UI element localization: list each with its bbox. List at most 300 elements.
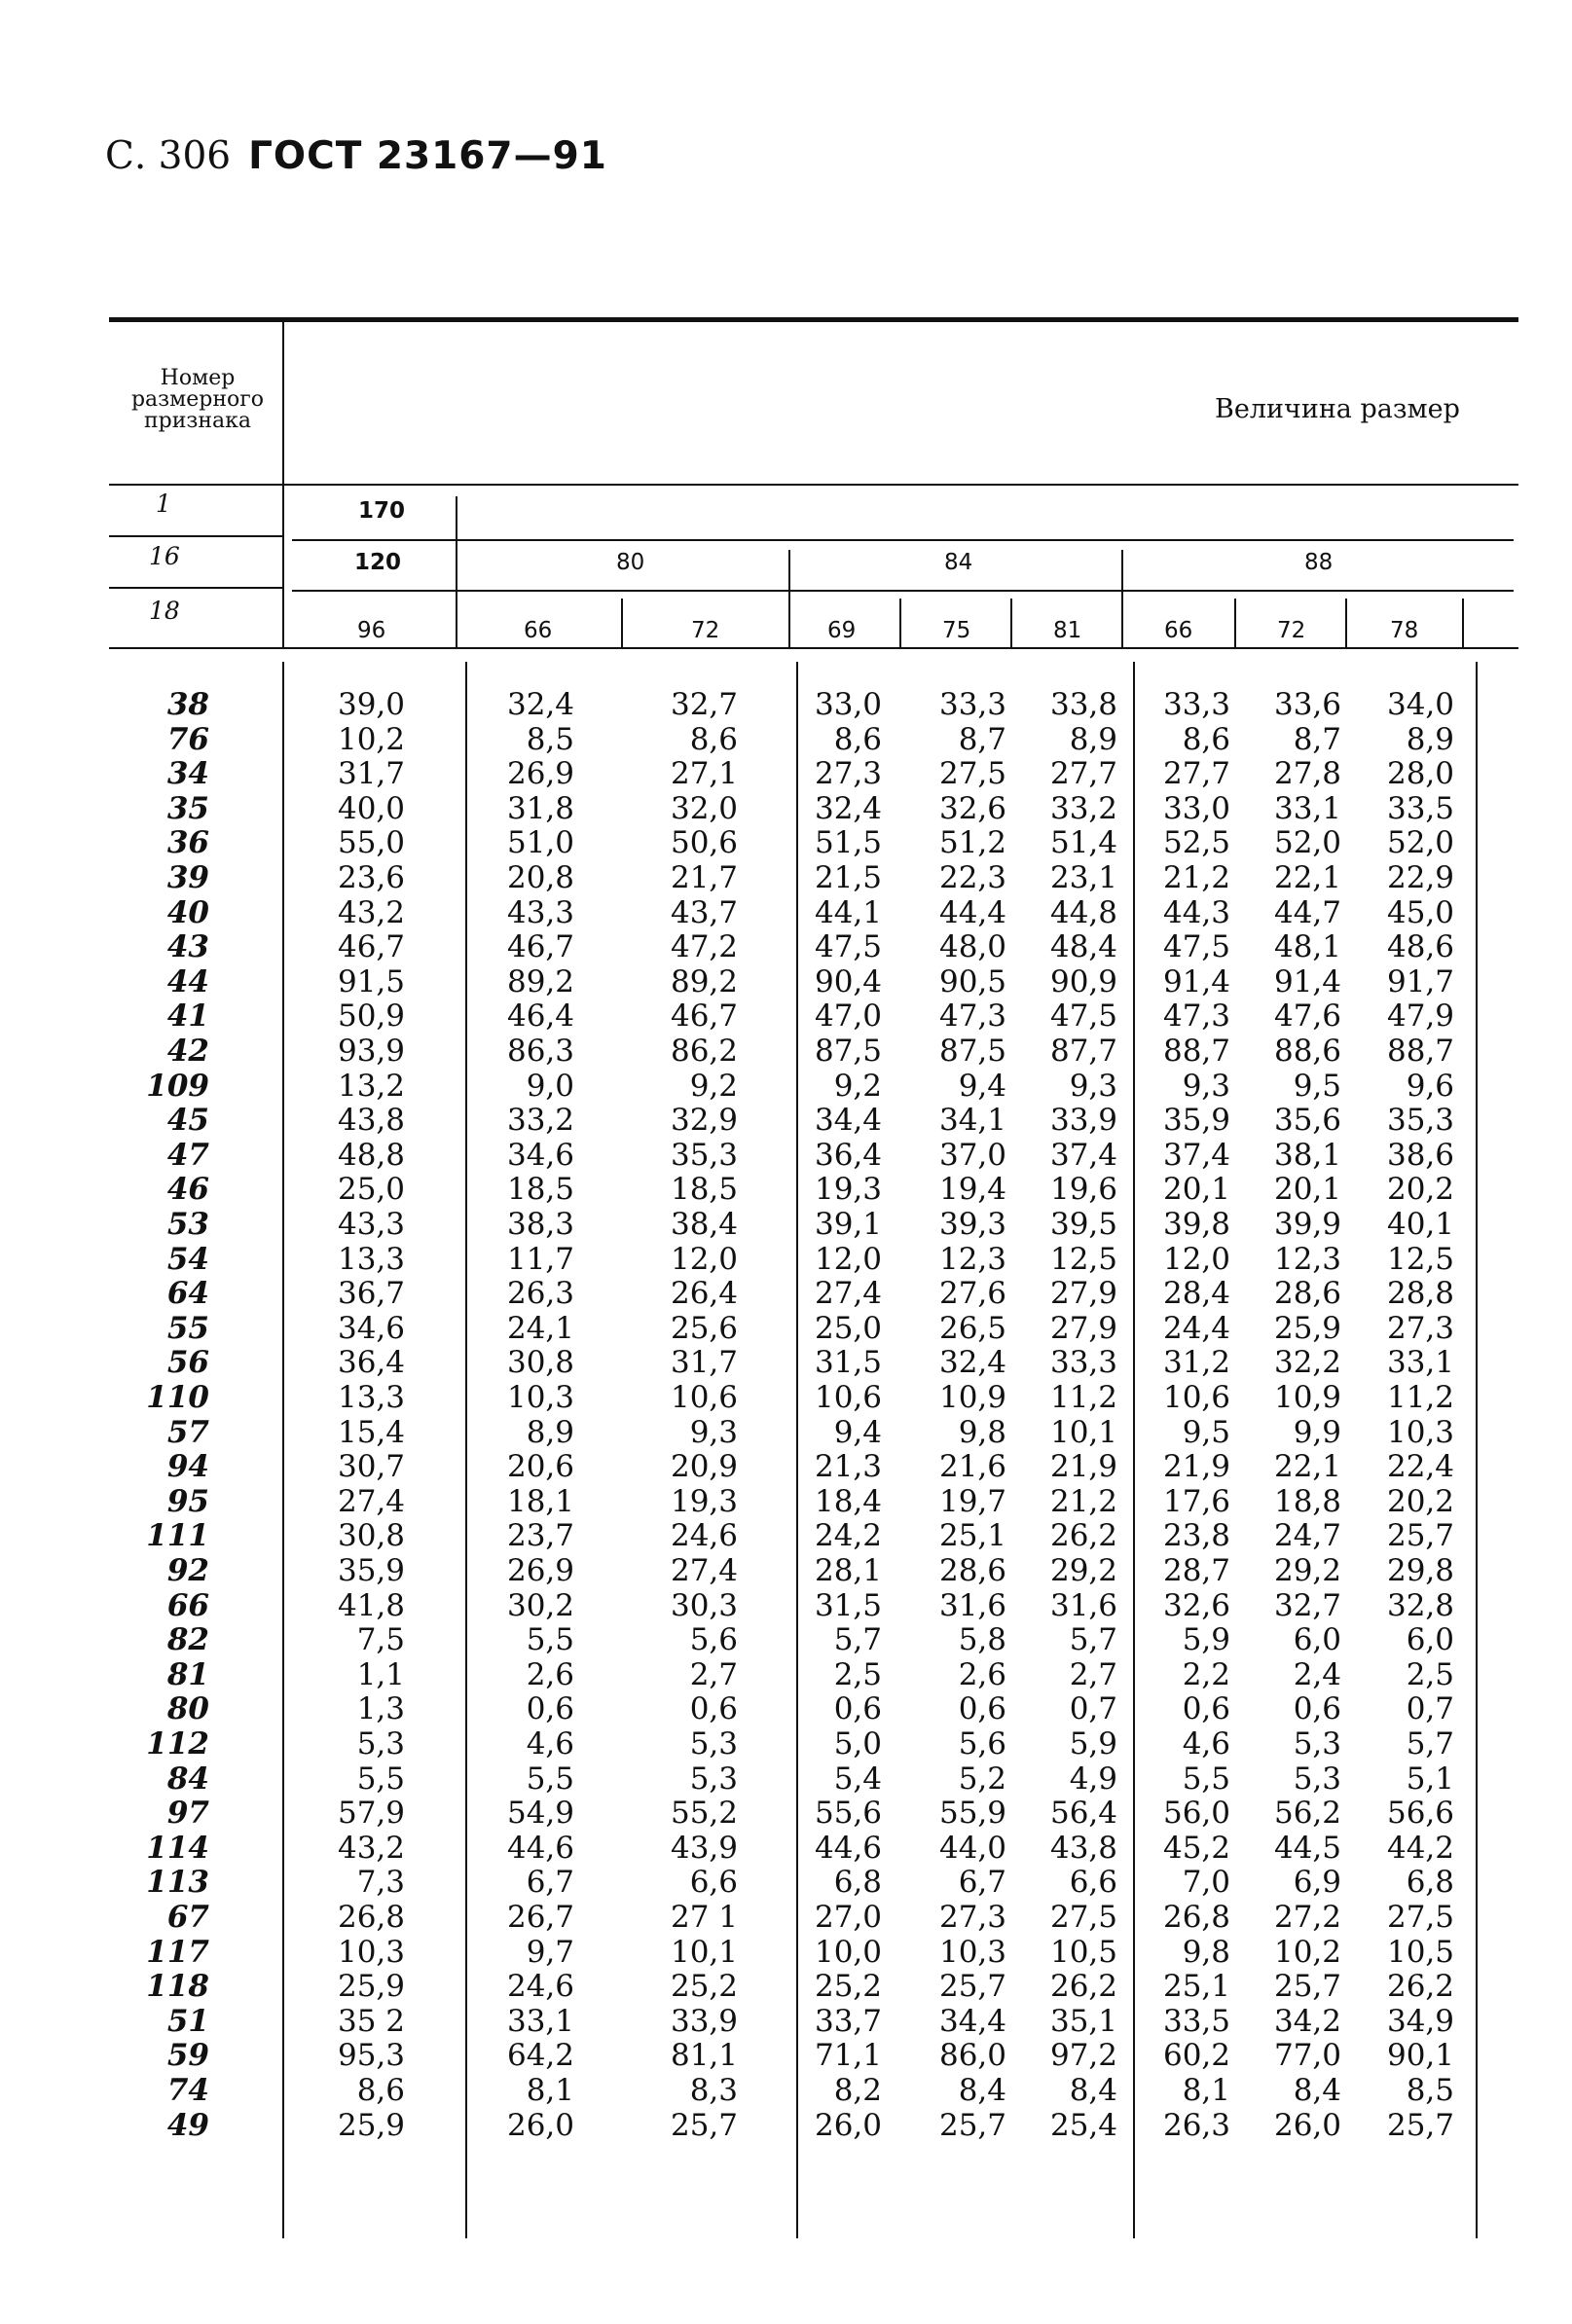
table-cell: 29,2 bbox=[1049, 1553, 1117, 1588]
table-cell: 91,7 bbox=[1386, 963, 1454, 999]
table-cell: 22,3 bbox=[938, 860, 1006, 895]
table-cell: 2,7 bbox=[689, 1656, 738, 1692]
table-cell: 89,2 bbox=[506, 963, 574, 999]
table-cell: 37,4 bbox=[1162, 1137, 1230, 1173]
table-cell: 9,3 bbox=[689, 1414, 738, 1450]
column-header: Номер размерного признака bbox=[130, 366, 265, 433]
table-cell: 24,1 bbox=[506, 1310, 574, 1346]
key-18-value: 78 bbox=[1390, 618, 1419, 643]
row-number: 112 bbox=[146, 1726, 209, 1761]
row-number: 80 bbox=[166, 1691, 209, 1727]
table-cell: 87,7 bbox=[1049, 1034, 1117, 1069]
table-cell: 31,7 bbox=[670, 1345, 738, 1381]
table-cell: 5,3 bbox=[1293, 1761, 1341, 1797]
table-cell: 10,0 bbox=[814, 1934, 882, 1970]
table-cell: 35,3 bbox=[670, 1137, 738, 1173]
table-cell: 47,3 bbox=[1162, 999, 1230, 1035]
table-cell: 86,2 bbox=[670, 1034, 738, 1069]
table-cell: 5,7 bbox=[833, 1622, 882, 1658]
table-cell: 1,3 bbox=[356, 1691, 405, 1727]
table-cell: 2,2 bbox=[1182, 1656, 1230, 1692]
table-cell: 25,7 bbox=[938, 2107, 1006, 2143]
row-number: 41 bbox=[166, 999, 209, 1035]
table-cell: 34,1 bbox=[938, 1103, 1006, 1139]
table-cell: 20,2 bbox=[1386, 1172, 1454, 1208]
table-cell: 56,2 bbox=[1273, 1796, 1341, 1832]
key-18-value: 66 bbox=[1164, 618, 1193, 643]
table-cell: 10,3 bbox=[938, 1934, 1006, 1970]
table-cell: 56,0 bbox=[1162, 1796, 1230, 1832]
table-cell: 10,9 bbox=[938, 1380, 1006, 1415]
table-cell: 12,0 bbox=[1162, 1241, 1230, 1277]
table-cell: 5,3 bbox=[356, 1726, 405, 1761]
table-cell: 8,7 bbox=[958, 721, 1006, 757]
table-cell: 8,5 bbox=[526, 721, 574, 757]
key-18-value: 72 bbox=[691, 618, 720, 643]
table-cell: 24,6 bbox=[506, 1969, 574, 2005]
table-cell: 38,6 bbox=[1386, 1137, 1454, 1173]
table-cell: 35,1 bbox=[1049, 2003, 1117, 2039]
table-cell: 2,4 bbox=[1293, 1656, 1341, 1692]
row-number: 40 bbox=[166, 894, 209, 930]
table-cell: 10,1 bbox=[670, 1934, 738, 1970]
table-cell: 25,9 bbox=[1273, 1310, 1341, 1346]
table-cell: 31,5 bbox=[814, 1345, 882, 1381]
table-cell: 39,0 bbox=[337, 687, 405, 722]
row-number: 95 bbox=[166, 1483, 209, 1519]
table-cell: 43,8 bbox=[1049, 1830, 1117, 1866]
table-cell: 30,3 bbox=[670, 1587, 738, 1623]
table-cell: 0,6 bbox=[1293, 1691, 1341, 1727]
row-number: 49 bbox=[166, 2107, 209, 2143]
table-cell: 20,8 bbox=[506, 860, 574, 895]
table-cell: 5,3 bbox=[689, 1761, 738, 1797]
table-cell: 32,0 bbox=[670, 790, 738, 826]
table-cell: 4,6 bbox=[526, 1726, 574, 1761]
table-cell: 32,4 bbox=[506, 687, 574, 722]
table-cell: 29,8 bbox=[1386, 1553, 1454, 1588]
key-row-1-number: 1 bbox=[156, 490, 171, 518]
table-cell: 25,7 bbox=[938, 1969, 1006, 2005]
table-cell: 50,6 bbox=[670, 825, 738, 861]
table-cell: 30,7 bbox=[337, 1449, 405, 1485]
table-cell: 9,7 bbox=[526, 1934, 574, 1970]
row-number: 84 bbox=[166, 1761, 209, 1797]
table-cell: 2,5 bbox=[833, 1656, 882, 1692]
b-vline bbox=[282, 662, 284, 2238]
table-cell: 55,6 bbox=[814, 1796, 882, 1832]
table-cell: 27,9 bbox=[1049, 1276, 1117, 1312]
table-cell: 0,6 bbox=[526, 1691, 574, 1727]
table-cell: 39,8 bbox=[1162, 1207, 1230, 1242]
h-vline-1 bbox=[456, 496, 457, 649]
row-number: 111 bbox=[146, 1518, 209, 1554]
table-cell: 44,4 bbox=[938, 894, 1006, 930]
table-cell: 5,5 bbox=[526, 1761, 574, 1797]
row-number: 43 bbox=[166, 929, 209, 965]
table-cell: 51,0 bbox=[506, 825, 574, 861]
table-cell: 7,5 bbox=[356, 1622, 405, 1658]
row-number: 117 bbox=[146, 1934, 209, 1970]
table-cell: 23,8 bbox=[1162, 1518, 1230, 1554]
h-vline-6 bbox=[1010, 599, 1012, 649]
table-cell: 5,9 bbox=[1182, 1622, 1230, 1658]
table-cell: 97,2 bbox=[1049, 2038, 1117, 2074]
table-cell: 10,1 bbox=[1049, 1414, 1117, 1450]
table-cell: 33,9 bbox=[670, 2003, 738, 2039]
table-cell: 27,7 bbox=[1049, 756, 1117, 792]
table-cell: 31,5 bbox=[814, 1587, 882, 1623]
table-cell: 5,0 bbox=[833, 1726, 882, 1761]
table-cell: 64,2 bbox=[506, 2038, 574, 2074]
table-cell: 7,3 bbox=[356, 1865, 405, 1901]
table-cell: 27,4 bbox=[814, 1276, 882, 1312]
table-cell: 20,1 bbox=[1273, 1172, 1341, 1208]
table-cell: 41,8 bbox=[337, 1587, 405, 1623]
table-cell: 48,4 bbox=[1049, 929, 1117, 965]
table-cell: 77,0 bbox=[1273, 2038, 1341, 2074]
row-number: 59 bbox=[166, 2038, 209, 2074]
table-cell: 8,6 bbox=[689, 721, 738, 757]
table-cell: 26,9 bbox=[506, 756, 574, 792]
table-cell: 0,6 bbox=[689, 1691, 738, 1727]
table-cell: 11,2 bbox=[1049, 1380, 1117, 1415]
row-number: 76 bbox=[166, 721, 209, 757]
table-cell: 23,1 bbox=[1049, 860, 1117, 895]
table-cell: 8,5 bbox=[1406, 2073, 1454, 2108]
table-cell: 26,0 bbox=[506, 2107, 574, 2143]
table-cell: 25,9 bbox=[337, 1969, 405, 2005]
table-cell: 13,3 bbox=[337, 1380, 405, 1415]
table-cell: 27,3 bbox=[938, 1900, 1006, 1935]
table-cell: 17,6 bbox=[1162, 1483, 1230, 1519]
key-18-value: 81 bbox=[1053, 618, 1082, 643]
table-cell: 10,5 bbox=[1386, 1934, 1454, 1970]
table-cell: 2,7 bbox=[1069, 1656, 1117, 1692]
table-cell: 19,6 bbox=[1049, 1172, 1117, 1208]
table-cell: 10,9 bbox=[1273, 1380, 1341, 1415]
table-cell: 91,5 bbox=[337, 963, 405, 999]
table-cell: 9,8 bbox=[1182, 1934, 1230, 1970]
table-cell: 5,9 bbox=[1069, 1726, 1117, 1761]
page-header bbox=[105, 134, 607, 178]
table-cell: 32,2 bbox=[1273, 1345, 1341, 1381]
table-cell: 18,5 bbox=[670, 1172, 738, 1208]
h-vline-5 bbox=[899, 599, 901, 649]
table-cell: 5,2 bbox=[958, 1761, 1006, 1797]
table-cell: 8,6 bbox=[356, 2073, 405, 2108]
table-cell: 45,0 bbox=[1386, 894, 1454, 930]
table-cell: 8,9 bbox=[1406, 721, 1454, 757]
table-cell: 8,1 bbox=[526, 2073, 574, 2108]
table-cell: 12,5 bbox=[1049, 1241, 1117, 1277]
table-cell: 51,2 bbox=[938, 825, 1006, 861]
key-18-value: 75 bbox=[942, 618, 971, 643]
table-cell: 9,4 bbox=[958, 1068, 1006, 1104]
b-vline bbox=[1476, 662, 1478, 2238]
table-cell: 10,2 bbox=[337, 721, 405, 757]
table-cell: 38,1 bbox=[1273, 1137, 1341, 1173]
table-cell: 8,4 bbox=[1069, 2073, 1117, 2108]
row-number: 97 bbox=[166, 1796, 209, 1832]
row-number: 118 bbox=[146, 1969, 209, 2005]
table-cell: 9,5 bbox=[1182, 1414, 1230, 1450]
table-cell: 48,8 bbox=[337, 1137, 405, 1173]
table-cell: 6,6 bbox=[689, 1865, 738, 1901]
table-cell: 10,2 bbox=[1273, 1934, 1341, 1970]
table-cell: 15,4 bbox=[337, 1414, 405, 1450]
table-cell: 71,1 bbox=[814, 2038, 882, 2074]
key-18-value: 72 bbox=[1277, 618, 1306, 643]
table-cell: 33,0 bbox=[814, 687, 882, 722]
table-cell: 0,6 bbox=[958, 1691, 1006, 1727]
table-cell: 21,7 bbox=[670, 860, 738, 895]
table-cell: 6,6 bbox=[1069, 1865, 1117, 1901]
key-16-value-120: 120 bbox=[354, 550, 402, 575]
table-cell: 90,1 bbox=[1386, 2038, 1454, 2074]
row-number: 74 bbox=[166, 2073, 209, 2108]
table-cell: 11,2 bbox=[1386, 1380, 1454, 1415]
table-cell: 21,3 bbox=[814, 1449, 882, 1485]
table-cell: 25,0 bbox=[337, 1172, 405, 1208]
key-row-16-number: 16 bbox=[149, 542, 180, 570]
table-cell: 36,4 bbox=[337, 1345, 405, 1381]
h-vline-2 bbox=[788, 550, 790, 649]
table-cell: 33,3 bbox=[1162, 687, 1230, 722]
table-cell: 50,9 bbox=[337, 999, 405, 1035]
row-number: 109 bbox=[146, 1068, 209, 1104]
table-cell: 28,6 bbox=[938, 1553, 1006, 1588]
table-cell: 34,4 bbox=[938, 2003, 1006, 2039]
table-cell: 57,9 bbox=[337, 1796, 405, 1832]
table-cell: 86,3 bbox=[506, 1034, 574, 1069]
table-cell: 87,5 bbox=[938, 1034, 1006, 1069]
table-cell: 8,9 bbox=[526, 1414, 574, 1450]
table-cell: 29,2 bbox=[1273, 1553, 1341, 1588]
table-cell: 34,9 bbox=[1386, 2003, 1454, 2039]
table-cell: 10,6 bbox=[814, 1380, 882, 1415]
table-cell: 34,6 bbox=[506, 1137, 574, 1173]
table-cell: 6,8 bbox=[1406, 1865, 1454, 1901]
table-cell: 30,8 bbox=[337, 1518, 405, 1554]
table-cell: 33,0 bbox=[1162, 790, 1230, 826]
row-number: 56 bbox=[166, 1345, 209, 1381]
table-cell: 44,1 bbox=[814, 894, 882, 930]
table-cell: 12,3 bbox=[938, 1241, 1006, 1277]
table-cell: 26,3 bbox=[506, 1276, 574, 1312]
table-cell: 5,6 bbox=[958, 1726, 1006, 1761]
table-cell: 44,2 bbox=[1386, 1830, 1454, 1866]
table-cell: 27,4 bbox=[670, 1553, 738, 1588]
table-cell: 37,0 bbox=[938, 1137, 1006, 1173]
table-cell: 43,9 bbox=[670, 1830, 738, 1866]
header-bottom-rule bbox=[109, 484, 1518, 486]
row2-rule-right bbox=[292, 590, 1514, 592]
table-cell: 93,9 bbox=[337, 1034, 405, 1069]
table-cell: 43,2 bbox=[337, 894, 405, 930]
row-number: 66 bbox=[166, 1587, 209, 1623]
table-cell: 47,2 bbox=[670, 929, 738, 965]
table-cell: 25,0 bbox=[814, 1310, 882, 1346]
table-cell: 28,0 bbox=[1386, 756, 1454, 792]
row-number: 54 bbox=[166, 1241, 209, 1277]
table-cell: 5,5 bbox=[1182, 1761, 1230, 1797]
table-cell: 19,3 bbox=[814, 1172, 882, 1208]
table-cell: 10,3 bbox=[337, 1934, 405, 1970]
table-cell: 20,9 bbox=[670, 1449, 738, 1485]
table-cell: 38,3 bbox=[506, 1207, 574, 1242]
table-cell: 5,3 bbox=[1293, 1726, 1341, 1761]
table-cell: 24,7 bbox=[1273, 1518, 1341, 1554]
table-cell: 36,4 bbox=[814, 1137, 882, 1173]
table-cell: 6,9 bbox=[1293, 1865, 1341, 1901]
table-cell: 46,7 bbox=[337, 929, 405, 965]
table-cell: 87,5 bbox=[814, 1034, 882, 1069]
table-cell: 10,3 bbox=[1386, 1414, 1454, 1450]
row-number: 46 bbox=[166, 1172, 209, 1208]
table-top-rule bbox=[109, 317, 1518, 322]
table-cell: 33,5 bbox=[1386, 790, 1454, 826]
table-cell: 21,5 bbox=[814, 860, 882, 895]
table-cell: 10,5 bbox=[1049, 1934, 1117, 1970]
table-cell: 27,9 bbox=[1049, 1310, 1117, 1346]
table-cell: 21,9 bbox=[1049, 1449, 1117, 1485]
table-cell: 9,2 bbox=[833, 1068, 882, 1104]
table-cell: 27 1 bbox=[670, 1900, 738, 1935]
table-cell: 27,7 bbox=[1162, 756, 1230, 792]
table-cell: 25,1 bbox=[1162, 1969, 1230, 2005]
table-cell: 19,3 bbox=[670, 1483, 738, 1519]
table-cell: 8,2 bbox=[833, 2073, 882, 2108]
row-number: 94 bbox=[166, 1449, 209, 1485]
table-cell: 5,6 bbox=[689, 1622, 738, 1658]
table-cell: 43,2 bbox=[337, 1830, 405, 1866]
table-cell: 28,6 bbox=[1273, 1276, 1341, 1312]
table-cell: 9,2 bbox=[689, 1068, 738, 1104]
table-cell: 19,7 bbox=[938, 1483, 1006, 1519]
table-cell: 10,6 bbox=[1162, 1380, 1230, 1415]
table-cell: 43,8 bbox=[337, 1103, 405, 1139]
table-cell: 55,2 bbox=[670, 1796, 738, 1832]
table-cell: 47,6 bbox=[1273, 999, 1341, 1035]
table-cell: 12,0 bbox=[670, 1241, 738, 1277]
table-cell: 52,0 bbox=[1386, 825, 1454, 861]
table-cell: 33,1 bbox=[1386, 1345, 1454, 1381]
table-cell: 5,4 bbox=[833, 1761, 882, 1797]
table-cell: 26,3 bbox=[1162, 2107, 1230, 2143]
table-cell: 26,8 bbox=[1162, 1900, 1230, 1935]
row-number: 92 bbox=[166, 1553, 209, 1588]
table-cell: 26,0 bbox=[1273, 2107, 1341, 2143]
table-cell: 32,7 bbox=[1273, 1587, 1341, 1623]
table-cell: 34,4 bbox=[814, 1103, 882, 1139]
table-cell: 81,1 bbox=[670, 2038, 738, 2074]
table-cell: 44,5 bbox=[1273, 1830, 1341, 1866]
table-cell: 34,0 bbox=[1386, 687, 1454, 722]
table-cell: 33,1 bbox=[1273, 790, 1341, 826]
table-cell: 26,8 bbox=[337, 1900, 405, 1935]
table-cell: 33,8 bbox=[1049, 687, 1117, 722]
table-cell: 39,5 bbox=[1049, 1207, 1117, 1242]
table-cell: 32,4 bbox=[814, 790, 882, 826]
table-cell: 32,9 bbox=[670, 1103, 738, 1139]
table-cell: 2,6 bbox=[526, 1656, 574, 1692]
table-cell: 2,6 bbox=[958, 1656, 1006, 1692]
table-cell: 52,0 bbox=[1273, 825, 1341, 861]
table-cell: 26,5 bbox=[938, 1310, 1006, 1346]
table-cell: 11,7 bbox=[506, 1241, 574, 1277]
table-cell: 18,5 bbox=[506, 1172, 574, 1208]
key-1-value: 170 bbox=[358, 498, 406, 524]
table-cell: 32,7 bbox=[670, 687, 738, 722]
table-cell: 55,9 bbox=[938, 1796, 1006, 1832]
table-cell: 8,6 bbox=[1182, 721, 1230, 757]
table-cell: 27,3 bbox=[1386, 1310, 1454, 1346]
table-cell: 21,9 bbox=[1162, 1449, 1230, 1485]
table-cell: 6,7 bbox=[526, 1865, 574, 1901]
table-cell: 7,0 bbox=[1182, 1865, 1230, 1901]
table-cell: 5,7 bbox=[1406, 1726, 1454, 1761]
table-cell: 25,4 bbox=[1049, 2107, 1117, 2143]
table-cell: 35,6 bbox=[1273, 1103, 1341, 1139]
table-cell: 6,0 bbox=[1406, 1622, 1454, 1658]
row-number: 57 bbox=[166, 1414, 209, 1450]
table-cell: 27,8 bbox=[1273, 756, 1341, 792]
key-18-value: 96 bbox=[357, 618, 386, 643]
table-cell: 12,3 bbox=[1273, 1241, 1341, 1277]
row-number: 35 bbox=[166, 790, 209, 826]
table-cell: 9,4 bbox=[833, 1414, 882, 1450]
row-number: 36 bbox=[166, 825, 209, 861]
table-cell: 22,9 bbox=[1386, 860, 1454, 895]
table-cell: 33,6 bbox=[1273, 687, 1341, 722]
table-cell: 27,1 bbox=[670, 756, 738, 792]
table-cell: 9,9 bbox=[1293, 1414, 1341, 1450]
table-cell: 0,7 bbox=[1069, 1691, 1117, 1727]
table-cell: 35,9 bbox=[337, 1553, 405, 1588]
key-18-value: 66 bbox=[524, 618, 553, 643]
table-cell: 47,5 bbox=[814, 929, 882, 965]
table-cell: 25,6 bbox=[670, 1310, 738, 1346]
h-vline-8 bbox=[1345, 599, 1347, 649]
table-cell: 25,7 bbox=[670, 2107, 738, 2143]
table-cell: 8,4 bbox=[958, 2073, 1006, 2108]
table-cell: 56,6 bbox=[1386, 1796, 1454, 1832]
row-number: 51 bbox=[166, 2003, 209, 2039]
table-cell: 40,0 bbox=[337, 790, 405, 826]
table-cell: 4,9 bbox=[1069, 1761, 1117, 1797]
table-cell: 91,4 bbox=[1273, 963, 1341, 999]
table-cell: 23,6 bbox=[337, 860, 405, 895]
row-number: 39 bbox=[166, 860, 209, 895]
table-cell: 25,7 bbox=[1386, 2107, 1454, 2143]
row-number: 53 bbox=[166, 1207, 209, 1242]
table-cell: 5,1 bbox=[1406, 1761, 1454, 1797]
row-number: 34 bbox=[166, 756, 209, 792]
table-cell: 25,7 bbox=[1273, 1969, 1341, 2005]
table-cell: 45,2 bbox=[1162, 1830, 1230, 1866]
table-cell: 28,7 bbox=[1162, 1553, 1230, 1588]
table-cell: 18,4 bbox=[814, 1483, 882, 1519]
table-cell: 35,3 bbox=[1386, 1103, 1454, 1139]
table-cell: 88,6 bbox=[1273, 1034, 1341, 1069]
table-cell: 43,7 bbox=[670, 894, 738, 930]
table-cell: 21,2 bbox=[1049, 1483, 1117, 1519]
table-cell: 5,3 bbox=[689, 1726, 738, 1761]
row-number: 55 bbox=[166, 1310, 209, 1346]
table-cell: 31,7 bbox=[337, 756, 405, 792]
table-cell: 10,3 bbox=[506, 1380, 574, 1415]
